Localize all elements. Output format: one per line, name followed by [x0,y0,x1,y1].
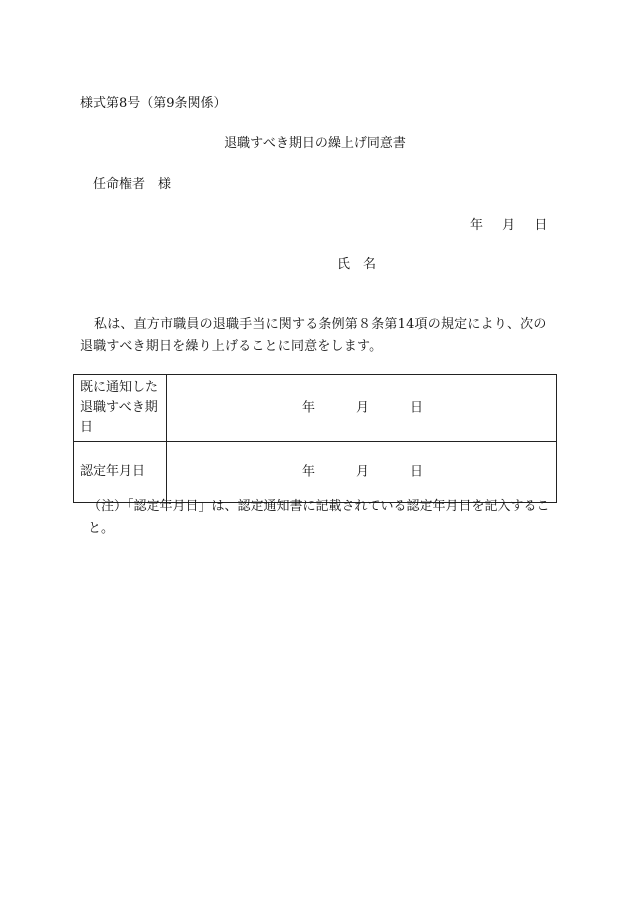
table-row [74,375,557,442]
body-text: 私は、直方市職員の退職手当に関する条例第８条第14項の規定により、次の退職すべき期日を繰り上げることに同意をします。 [80,317,547,354]
date-line [470,219,549,232]
row-label-certification-date: 認定年月日 [74,442,167,503]
date-table [73,374,557,503]
note-text: （注）「認定年月日」は、認定通知書に記載されている認定年月日を記入すること。 [88,499,550,536]
name-line: 氏 名 [337,257,377,272]
day-label: 日 [410,400,424,416]
month-label: 月 [356,464,370,480]
date-day-label: 日 [534,218,548,233]
document-title: 退職すべき期日の繰上げ同意書 [224,136,406,151]
row-label-notified-retirement-date: 既に通知した退職すべき期日 [74,375,167,442]
form-number: 様式第8号（第9条関係） [80,96,227,111]
year-label: 年 [302,400,316,416]
certification-date-field[interactable] [167,442,557,503]
notified-retirement-date-field[interactable] [167,375,557,442]
date-month-label: 月 [502,218,516,233]
addressee: 任命権者 様 [93,177,172,192]
table-row [74,442,557,503]
day-label: 日 [410,464,424,480]
month-label: 月 [356,400,370,416]
year-label: 年 [302,464,316,480]
date-year-label: 年 [470,218,484,233]
